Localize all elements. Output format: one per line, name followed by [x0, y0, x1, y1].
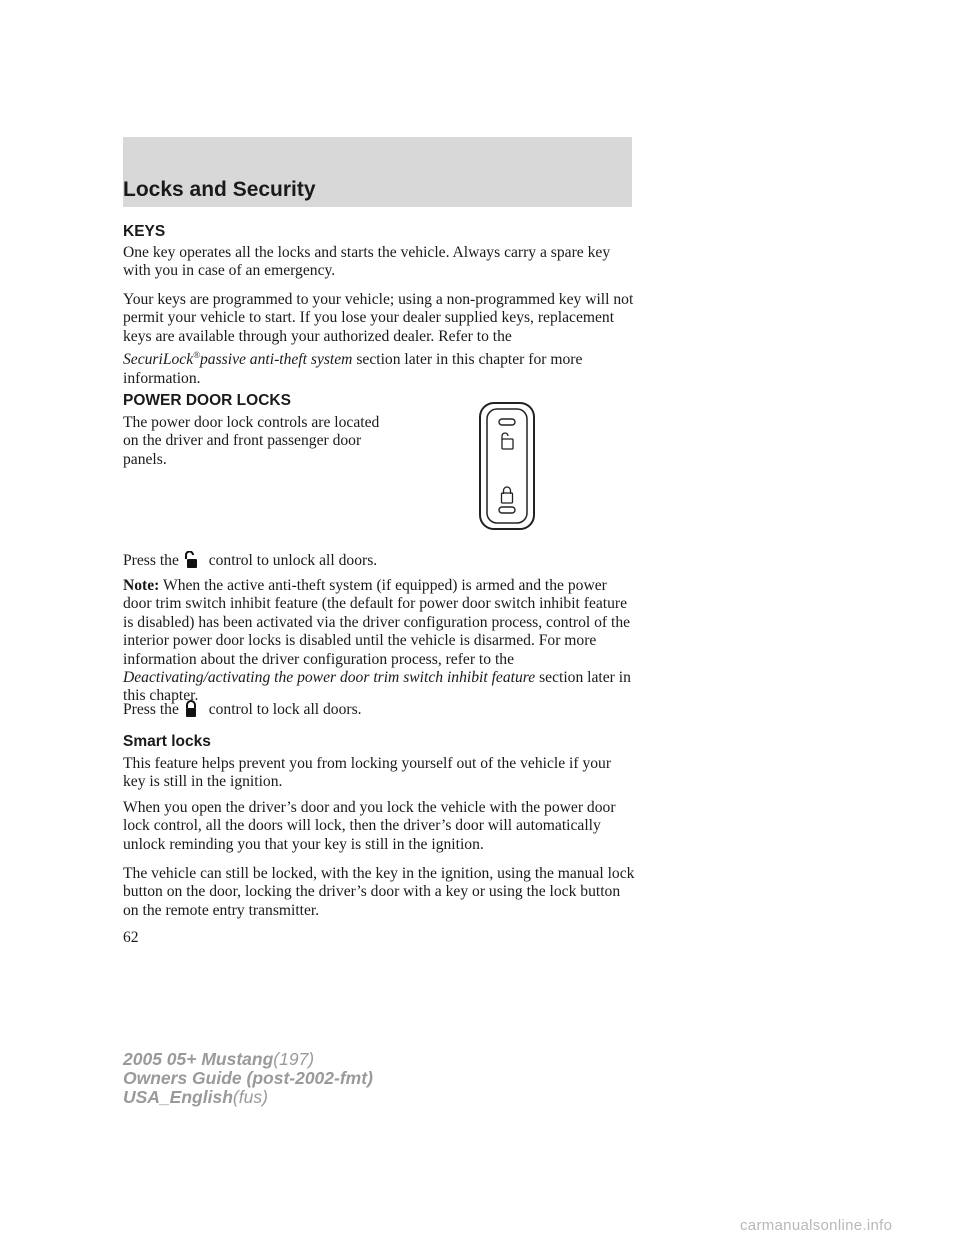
lock-instruction-pre: Press the — [123, 701, 179, 718]
footer-model-code: (197) — [273, 1049, 315, 1069]
smart-locks-paragraph-1: This feature helps prevent you from locking yourself out of the vehicle if your key is still in the ignition. — [123, 755, 612, 791]
unlock-instruction — [123, 551, 635, 570]
note-paragraph — [123, 577, 635, 706]
smart-locks-heading: Smart locks — [123, 733, 211, 750]
keys-paragraph-2 — [123, 291, 635, 388]
smart-locks-paragraph-3: The vehicle can still be locked, with the key in the ignition, using the manual lock button on the door, locking the driver’s door with a key or using the lock button on the remote entry transmitter. — [123, 865, 635, 919]
section-title: Locks and Security — [123, 178, 316, 201]
keys-paragraph-1: One key operates all the locks and starts the vehicle. Always carry a spare key with you in case of an emergency. — [123, 244, 611, 280]
footer-model: 2005 05+ Mustang — [123, 1049, 274, 1069]
keys-paragraph-2-text: Your keys are programmed to your vehicle; using a non-programmed key will not permit your vehicle to start. If you lose your dealer supplied keys, replacement keys are available through your authorized dealer. Refer to the — [123, 291, 634, 345]
unlock-icon — [183, 551, 199, 567]
note-italic-reference: Deactivating/activating the power door trim switch inhibit feature — [123, 669, 536, 687]
footer-language: USA_English — [123, 1087, 233, 1107]
lock-instruction — [123, 700, 635, 719]
footer-language-code: (fus) — [232, 1087, 268, 1107]
door-lock-switch-illustration — [478, 401, 536, 536]
note-text: When the active anti-theft system (if equipped) is armed and the power door trim switch inhibit feature (the default for power door switch inhibit feature is disabled) has been activated via the driver configuration process, control of the interior power door locks is disabled until the vehicle is disarmed. For more information about the driver configuration process, refer to the — [123, 577, 631, 668]
watermark: carmanualsonline.info — [740, 1217, 893, 1234]
unlock-instruction-pre: Press the — [123, 552, 179, 569]
note-label: Note: — [123, 577, 160, 594]
lock-instruction-post: control to lock all doors. — [208, 701, 362, 718]
power-door-locks-heading: POWER DOOR LOCKS — [123, 392, 291, 409]
document-footer — [123, 1050, 373, 1107]
unlock-instruction-post: control to unlock all doors. — [208, 552, 378, 569]
power-door-locks-intro: The power door lock controls are located on the driver and front passenger door panels. — [123, 414, 380, 468]
keys-heading: KEYS — [123, 223, 166, 240]
page-number: 62 — [123, 929, 139, 946]
lock-icon — [183, 700, 199, 716]
keys-paragraph-2-tail: section later in this chapter for more information. — [123, 351, 583, 387]
note-tail: section later in this chapter. — [123, 669, 631, 705]
footer-guide: Owners Guide (post-2002-fmt) — [123, 1068, 373, 1088]
securilock-brand: SecuriLock®passive anti-theft system — [123, 350, 353, 369]
smart-locks-paragraph-2: When you open the driver’s door and you lock the vehicle with the power door lock control, all the doors will lock, then the driver’s door will automatically unlock reminding you that your key is still in the ignition. — [123, 799, 616, 853]
